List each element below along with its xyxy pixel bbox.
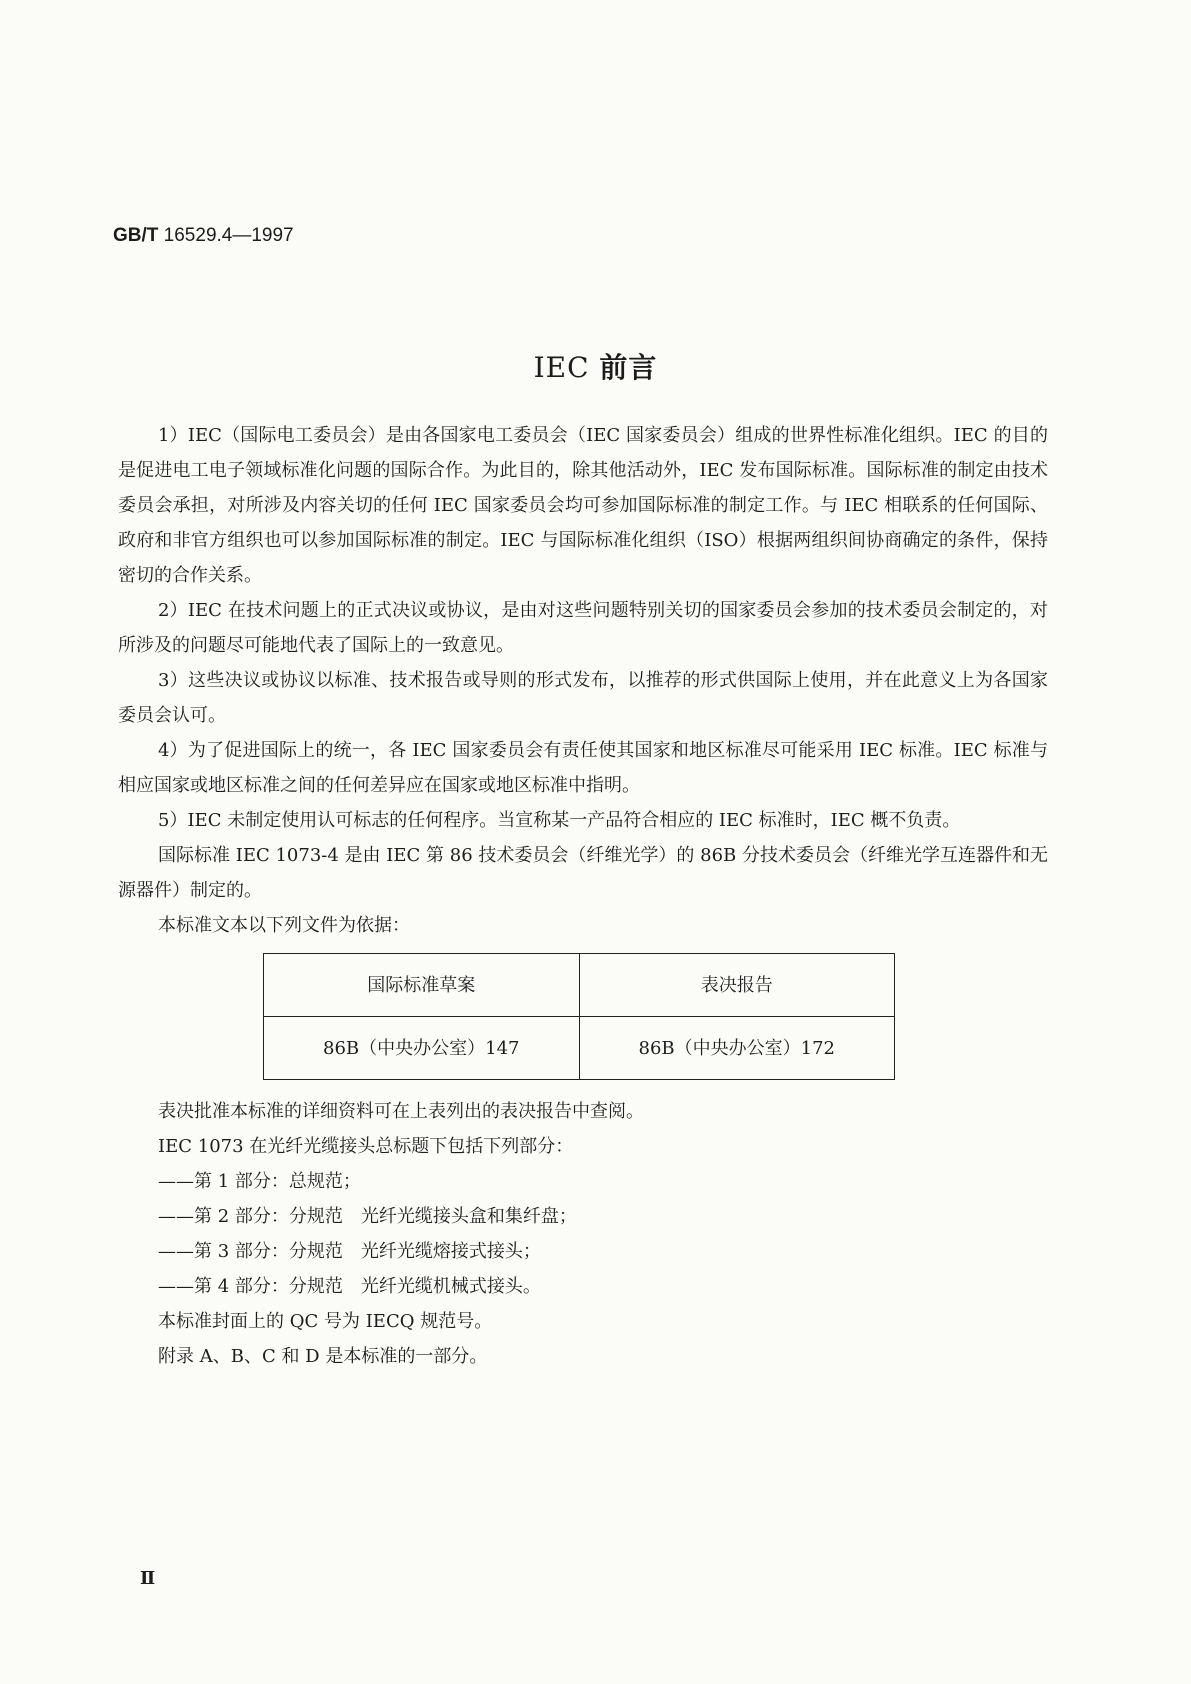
title-chinese: 前言: [599, 351, 658, 384]
after-table-line-2: IEC 1073 在光纤光缆接头总标题下包括下列部分：: [158, 1136, 574, 1157]
document-header: [113, 225, 294, 247]
document-body: [118, 418, 1048, 1374]
paragraph-5: 5）IEC 未制定使用认可标志的任何程序。当宣称某一产品符合相应的 IEC 标准时，IEC 概不负责。: [158, 810, 961, 831]
part-item-2: ——第 2 部分：分规范 光纤光缆接头盒和集纤盘；: [158, 1206, 577, 1227]
paragraph-3: 3）这些决议或协议以标准、技术报告或导则的形式发布，以推荐的形式供国际上使用，并在此意义上为各国家委员会认可。: [118, 670, 1048, 726]
table-cell: 86B（中央办公室）147: [264, 1017, 580, 1080]
closing-line-1: 本标准封面上的 QC 号为 IECQ 规范号。: [158, 1311, 493, 1332]
paragraph-7: 本标准文本以下列文件为依据：: [158, 915, 410, 936]
standard-number: 16529.4—1997: [163, 225, 294, 246]
table-header-cell: 表决报告: [579, 954, 895, 1017]
paragraph-6: 国际标准 IEC 1073-4 是由 IEC 第 86 技术委员会（纤维光学）的 86B 分技术委员会（纤维光学互连器件和无源器件）制定的。: [118, 845, 1048, 901]
part-item-3: ——第 3 部分：分规范 光纤光缆熔接式接头；: [158, 1241, 541, 1262]
page-title: [0, 346, 1191, 386]
basis-documents-table: [263, 953, 895, 1080]
title-latin: IEC: [533, 351, 590, 384]
table-cell: 86B（中央办公室）172: [579, 1017, 895, 1080]
table-header-cell: 国际标准草案: [264, 954, 580, 1017]
paragraph-1: 1）IEC（国际电工委员会）是由各国家电工委员会（IEC 国家委员会）组成的世界性标准化组织。IEC 的目的是促进电工电子领域标准化问题的国际合作。为此目的，除其他活动外，IEC 发布国际标准。国际标准的制定由技术委员会承担，对所涉及内容关切的任何 IEC 国家委员会均可参加国际标准的制定工作。与 IEC 相联系的任何国际、政府和非官方组织也可以参加国际标准的制定。IEC 与国际标准化组织（ISO）根据两组织间协商确定的条件，保持密切的合作关系。: [118, 425, 1048, 586]
part-item-1: ——第 1 部分：总规范；: [158, 1171, 361, 1192]
paragraph-2: 2）IEC 在技术问题上的正式决议或协议，是由对这些问题特别关切的国家委员会参加的技术委员会制定的，对所涉及的问题尽可能地代表了国际上的一致意见。: [118, 600, 1048, 656]
after-table-line-1: 表决批准本标准的详细资料可在上表列出的表决报告中查阅。: [158, 1101, 644, 1122]
paragraph-4: 4）为了促进国际上的统一，各 IEC 国家委员会有责任使其国家和地区标准尽可能采用 IEC 标准。IEC 标准与相应国家或地区标准之间的任何差异应在国家或地区标准中指明。: [118, 740, 1048, 796]
page-number: Ⅱ: [140, 1568, 156, 1589]
standard-prefix: GB/T: [113, 225, 159, 246]
part-item-4: ——第 4 部分：分规范 光纤光缆机械式接头。: [158, 1276, 541, 1297]
closing-line-2: 附录 A、B、C 和 D 是本标准的一部分。: [158, 1346, 488, 1367]
table-row: [264, 1017, 895, 1080]
table-header-row: [264, 954, 895, 1017]
